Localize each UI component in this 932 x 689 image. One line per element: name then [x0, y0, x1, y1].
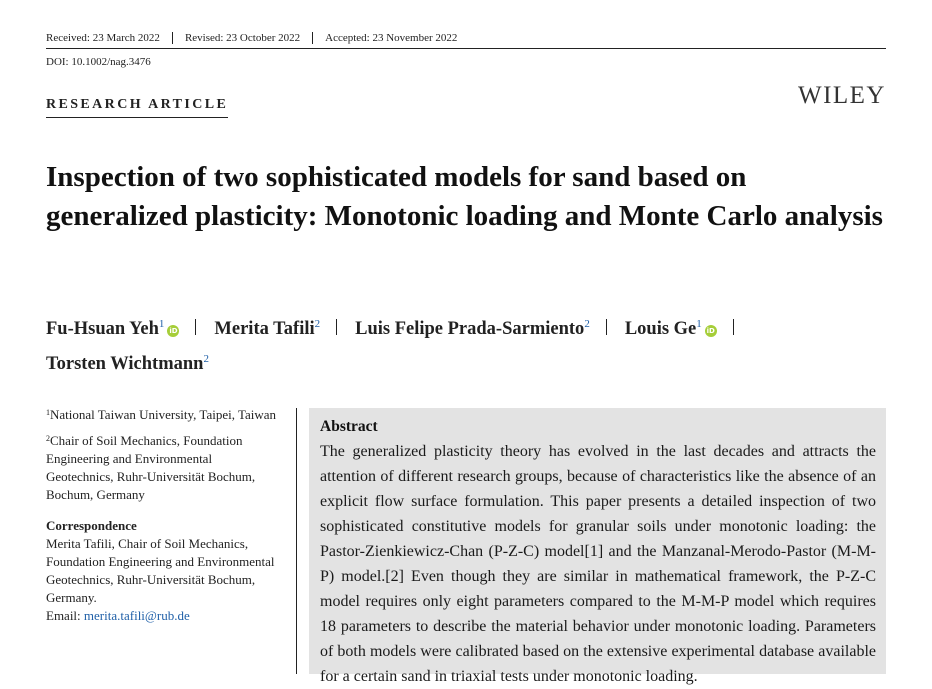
- article-title: Inspection of two sophisticated models for sand based on generalized plasticity: Monotonic loading and Monte Carlo analysis: [46, 161, 883, 232]
- revised-date: Revised: 23 October 2022: [172, 32, 312, 44]
- abstract-text: The generalized plasticity theory has evolved in the last decades and attracts the attention of different research groups, because of characteristics like the absence of an explicit flow surface formulation. This paper presents a detailed inspection of two sophisticated constitutive models for granular soils under monotonic loading: the Pastor-Zienkiewicz-Chan (P-Z-C) model[1] and the Manzanal-Merodo-Pastor (M-M-P) model.[2] Even though they are similar in mathematical framework, the P-Z-C model requires only eight parameters compared to the M-M-P model which requires 18 parameters to describe the material behavior under monotonic loading. Parameters of both models were calibrated based on the extensive experimental database available for a certain sand in triaxial tests under monotonic loading.: [320, 443, 876, 685]
- correspondence-text: Merita Tafili, Chair of Soil Mechanics, Foundation Engineering and Environmental Geotechnics, Ruhr-Universität Bochum, Germany.: [46, 536, 275, 605]
- accepted-date: Accepted: 23 November 2022: [312, 32, 469, 44]
- abstract-box: [309, 408, 886, 685]
- author-separator: [195, 319, 196, 335]
- affiliations-panel: [46, 404, 278, 625]
- author-list: [46, 309, 886, 379]
- orcid-icon[interactable]: iD: [706, 327, 715, 335]
- publication-history: [46, 28, 886, 49]
- received-date: Received: 23 March 2022: [46, 32, 160, 44]
- orcid-icon[interactable]: iD: [169, 327, 178, 335]
- email-link[interactable]: merita.tafili@rub.de: [83, 608, 190, 623]
- author[interactable]: Merita Tafili$^2$: [214, 318, 321, 339]
- column-divider: [296, 408, 297, 674]
- publisher-logo: WILEY: [797, 82, 886, 109]
- article-type: RESEARCH ARTICLE: [46, 97, 228, 118]
- author[interactable]: Louis Ge$^1$iD: [624, 318, 715, 339]
- correspondence-email: Email: merita.tafili@rub.de: [46, 608, 190, 623]
- author-separator: [336, 319, 337, 335]
- correspondence-heading: Correspondence: [46, 518, 137, 533]
- abstract-heading: Abstract: [320, 418, 378, 435]
- affiliation: $^2$Chair of Soil Mechanics, Foundation Engineering and Environmental Geotechnics, Ruhr-Universität Bochum, Bochum, Germany: [46, 433, 256, 502]
- affiliation: $^1$National Taiwan University, Taipei, Taiwan: [46, 407, 277, 422]
- author-separator: [733, 319, 734, 335]
- author[interactable]: Luis Felipe Prada-Sarmiento$^2$: [355, 318, 590, 339]
- doi[interactable]: DOI: 10.1002/nag.3476: [46, 56, 151, 68]
- author[interactable]: Fu-Hsuan Yeh$^1$iD: [46, 318, 178, 339]
- author[interactable]: Torsten Wichtmann$^2$: [46, 353, 209, 374]
- author-separator: [606, 319, 607, 335]
